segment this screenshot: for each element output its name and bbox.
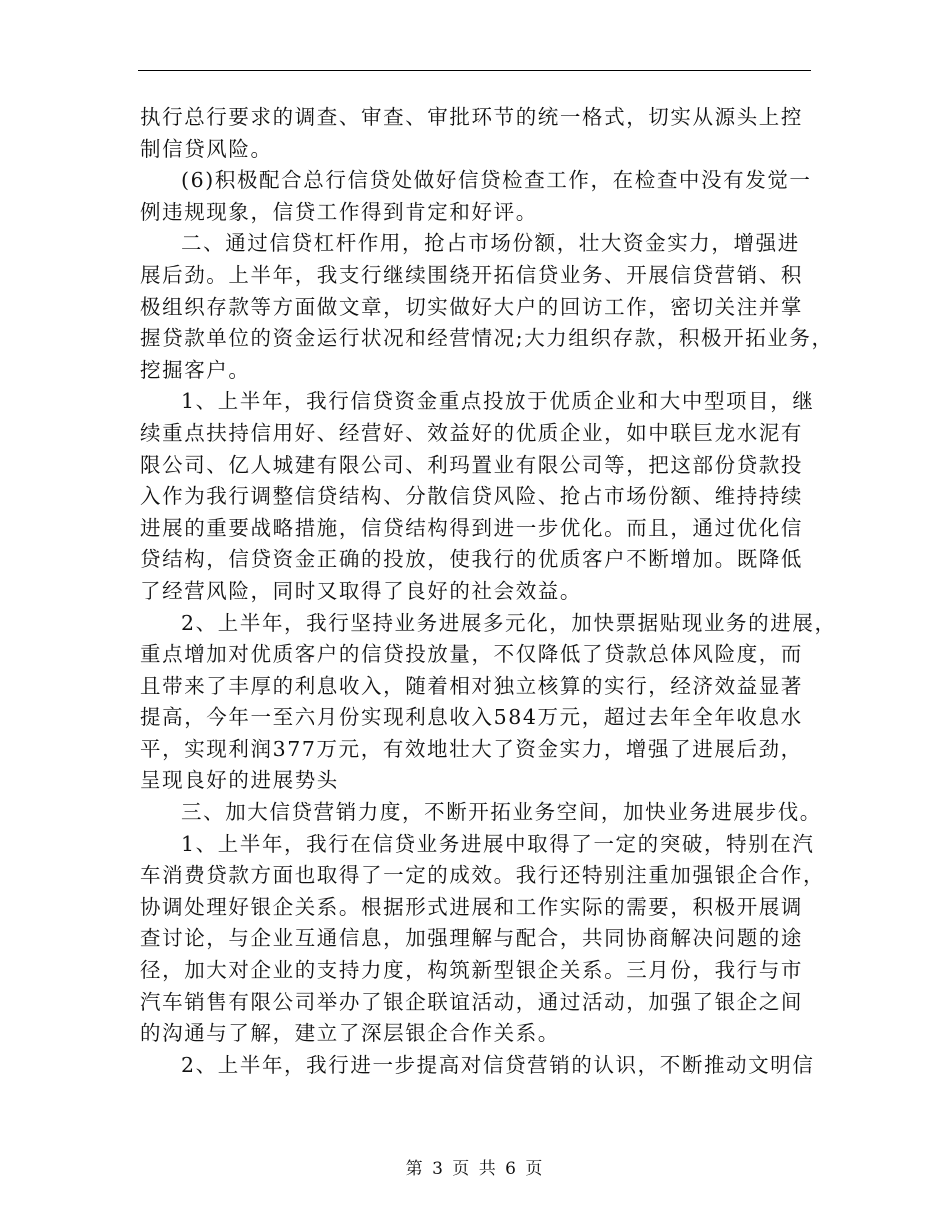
- text-line: 且带来了丰厚的利息收入，随着相对独立核算的实行，经济效益显著: [140, 673, 803, 698]
- text-line: 握贷款单位的资金运行状况和经营情况;大力组织存款，积极开拓业务，: [140, 326, 834, 351]
- text-line: 的沟通与了解，建立了深层银企合作关系。: [140, 1021, 560, 1046]
- text-line: 2、上半年，我行坚持业务进展多元化，加快票据贴现业务的进展，: [181, 610, 837, 635]
- text-line: 2、上半年，我行进一步提高对信贷营销的认识，不断推动文明信: [181, 1052, 815, 1077]
- text-line: 进展的重要战略措施，信贷结构得到进一步优化。而且，通过优化信: [140, 515, 803, 540]
- text-line: 1、上半年，我行在信贷业务进展中取得了一定的突破，特别在汽: [181, 831, 815, 856]
- text-line: 制信贷风险。: [140, 136, 273, 161]
- text-line: 二、通过信贷杠杆作用，抢占市场份额，壮大资金实力，增强进: [181, 231, 800, 256]
- text-line: 续重点扶持信用好、经营好、效益好的优质企业，如中联巨龙水泥有: [140, 420, 803, 445]
- text-line: 极组织存款等方面做文章，切实做好大户的回访工作，密切关注并掌: [140, 294, 803, 319]
- text-line: 1、上半年，我行信贷资金重点投放于优质企业和大中型项目，继: [181, 389, 815, 414]
- text-line: 平，实现利润377万元，有效地壮大了资金实力，增强了进展后劲，: [140, 736, 803, 761]
- text-line: 例违规现象，信贷工作得到肯定和好评。: [140, 199, 538, 224]
- text-line: 展后劲。上半年，我支行继续围绕开拓信贷业务、开展信贷营销、积: [140, 262, 803, 287]
- text-line: 贷结构，信贷资金正确的投放，使我行的优质客户不断增加。既降低: [140, 547, 803, 572]
- text-line: 限公司、亿人城建有限公司、利玛置业有限公司等，把这部份贷款投: [140, 452, 803, 477]
- document-body: [140, 102, 837, 1081]
- text-line: 径，加大对企业的支持力度，构筑新型银企关系。三月份，我行与市: [140, 958, 803, 983]
- page-number-footer: 第 3 页 共 6 页: [405, 1159, 545, 1179]
- text-line: 了经营风险，同时又取得了良好的社会效益。: [140, 578, 582, 603]
- text-line: (6)积极配合总行信贷处做好信贷检查工作，在检查中没有发觉一: [181, 168, 812, 193]
- text-line: 车消费贷款方面也取得了一定的成效。我行还特别注重加强银企合作，: [140, 863, 826, 888]
- text-line: 呈现良好的进展势头: [140, 768, 339, 793]
- text-line: 挖掘客户。: [140, 357, 251, 382]
- text-line: 三、加大信贷营销力度，不断开拓业务空间，加快业务进展步伐。: [181, 800, 822, 825]
- text-line: 执行总行要求的调查、审查、审批环节的统一格式，切实从源头上控: [140, 105, 803, 129]
- text-line: 协调处理好银企关系。根据形式进展和工作实际的需要，积极开展调: [140, 894, 803, 919]
- text-line: 查讨论，与企业互通信息，加强理解与配合，共同协商解决问题的途: [140, 926, 803, 951]
- text-line: 重点增加对优质客户的信贷投放量，不仅降低了贷款总体风险度，而: [140, 642, 803, 667]
- text-line: 汽车销售有限公司举办了银企联谊活动，通过活动，加强了银企之间: [140, 989, 803, 1014]
- text-line: 提高，今年一至六月份实现利息收入584万元，超过去年全年收息水: [140, 705, 803, 730]
- header-rule: [138, 70, 811, 71]
- text-line: 入作为我行调整信贷结构、分散信贷风险、抢占市场份额、维持持续: [140, 484, 803, 509]
